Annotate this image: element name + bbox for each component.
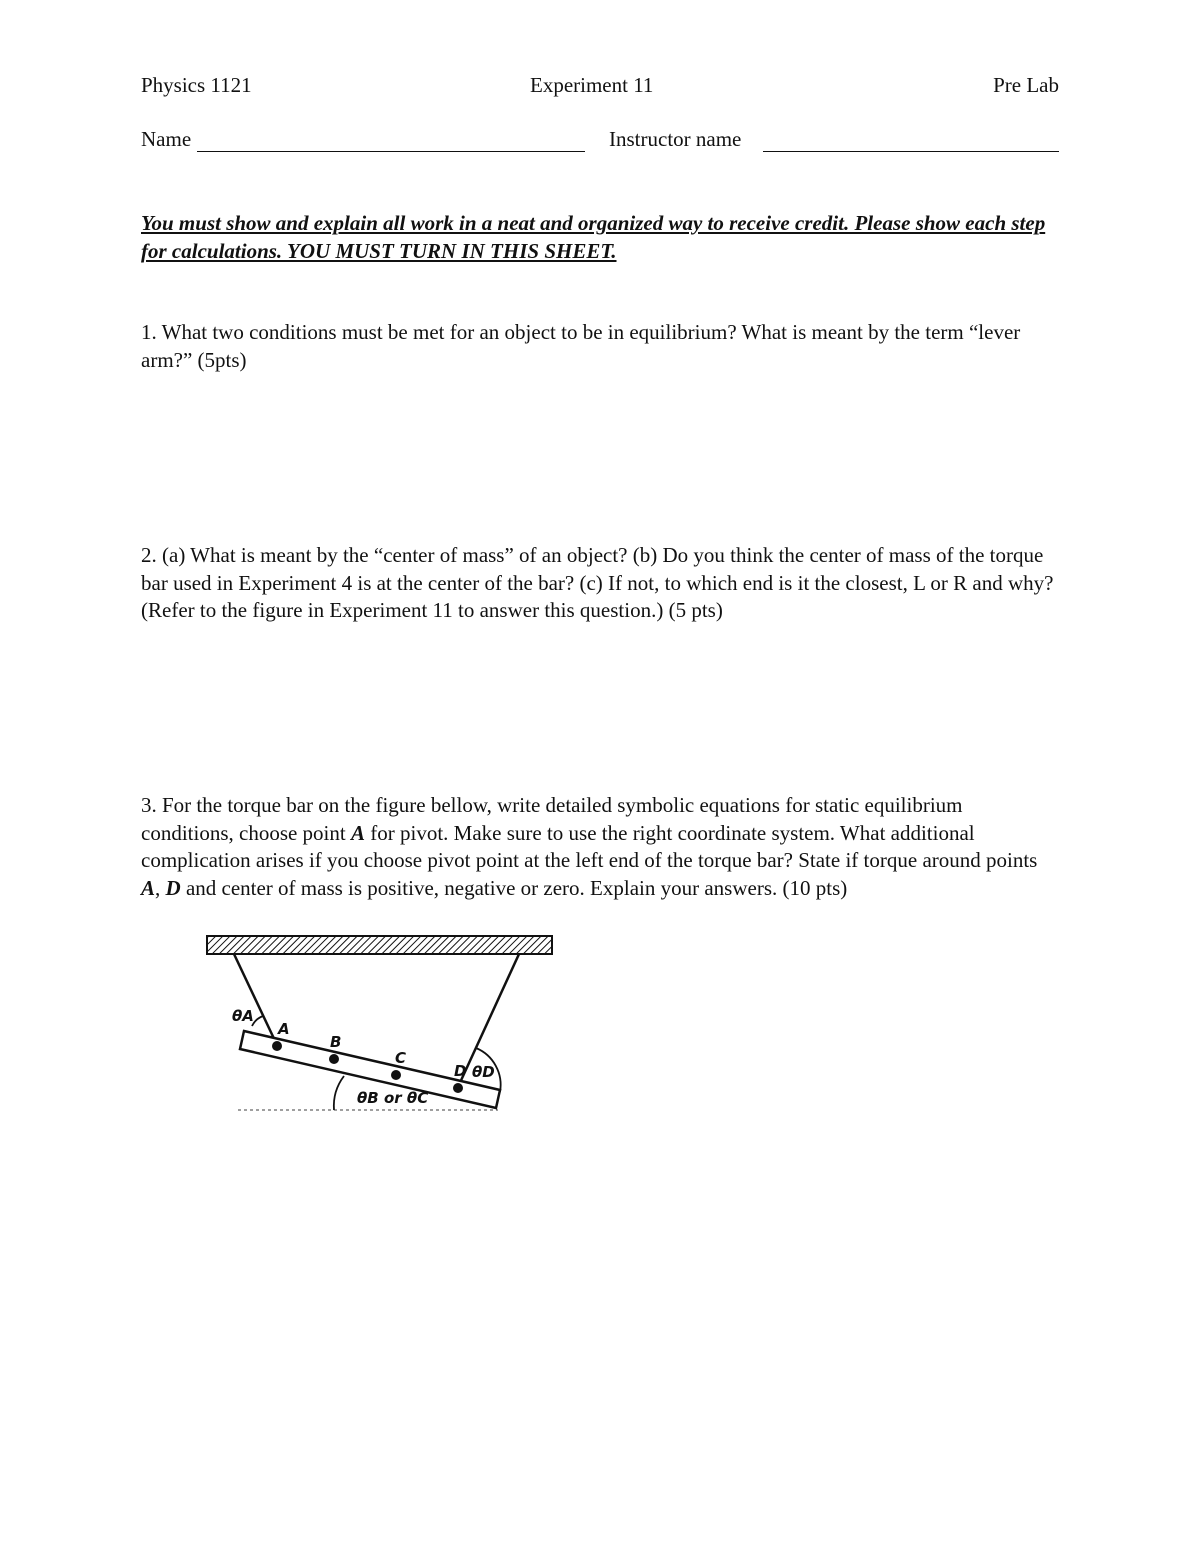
question-3-text-1: 3. For the torque bar on the figure bellow, write detailed symbolic equations for static equilibrium conditions, choose point <box>141 793 963 845</box>
label-c: C <box>395 1049 407 1067</box>
theta-bc-arc <box>334 1076 344 1110</box>
question-3-text-2: for pivot. Make sure to use the right coordinate system. What additional complication arises if you choose pivot point at the left end of the torque bar? State if torque around points <box>141 820 1038 872</box>
instructor-name-label: Instructor name <box>609 127 742 151</box>
theta-d-label: θD <box>472 1063 495 1081</box>
label-a: A <box>278 1020 290 1038</box>
point-d-dot <box>453 1083 463 1093</box>
question-3-comma: , <box>155 875 166 900</box>
course-title: Physics 1121 <box>141 73 252 97</box>
point-b-dot <box>329 1054 339 1064</box>
experiment-title: Experiment 11 <box>530 73 654 97</box>
instructions-notice: You must show and explain all work in a neat and organized way to receive credit. Please show each step for calculations. YOU MUST TURN IN THIS SHEET. <box>141 211 1046 263</box>
torque-bar-figure <box>200 930 570 1130</box>
question-3 <box>141 792 1059 902</box>
label-b: B <box>330 1033 342 1051</box>
theta-bc-label: θB or θC <box>357 1089 429 1107</box>
point-a-dot <box>272 1041 282 1051</box>
left-string <box>234 954 277 1045</box>
question-3-text-3: and center of mass is positive, negative or zero. Explain your answers. (10 pts) <box>180 875 848 900</box>
point-a-label-2: A <box>141 875 156 900</box>
name-blank-line[interactable] <box>197 151 585 152</box>
section-title: Pre Lab <box>993 73 1059 97</box>
theta-a-label: θA <box>232 1007 254 1025</box>
ceiling-support <box>207 936 552 954</box>
instructor-name-blank-line[interactable] <box>763 151 1059 152</box>
label-d: D <box>454 1062 467 1080</box>
name-label: Name <box>141 127 192 151</box>
page-header <box>141 73 1059 101</box>
point-a-label: A <box>350 820 365 845</box>
question-1: 1. What two conditions must be met for an object to be in equilibrium? What is meant by the term “lever arm?” (5pts) <box>141 320 1021 372</box>
point-c-dot <box>391 1070 401 1080</box>
point-d-label: D <box>165 875 181 900</box>
question-2: 2. (a) What is meant by the “center of mass” of an object? (b) Do you think the center of mass of the torque bar used in Experiment 4 is at the center of the bar? (c) If not, to which end is it the closest, L or R and why? (Refer to the figure in Experiment 11 to answer this question.) (5 pts) <box>141 543 1054 622</box>
